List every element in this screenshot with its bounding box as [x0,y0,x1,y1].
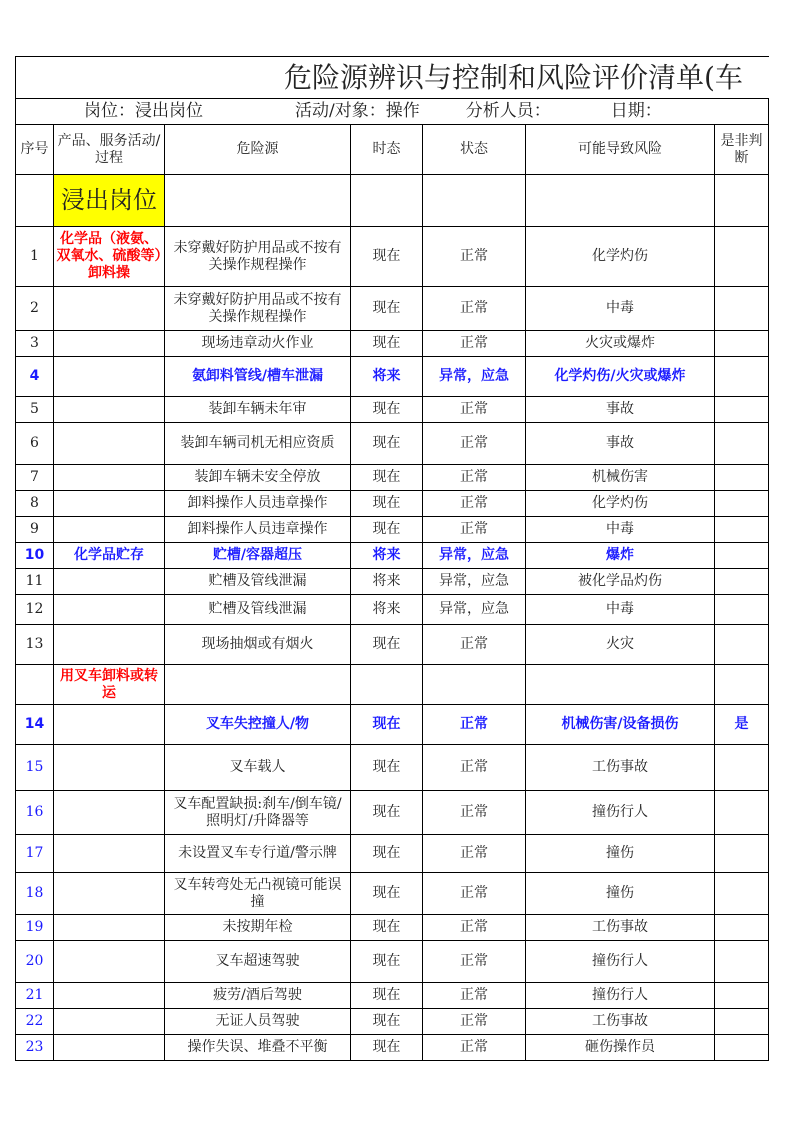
cell-state: 正常 [423,287,526,331]
cell-state: 异常，应急 [423,357,526,397]
cell-state: 正常 [423,423,526,465]
cell-proc: 用叉车卸料或转运 [54,665,165,705]
cell-tense: 现在 [351,915,423,941]
table-row [16,1009,769,1035]
cell-no: 3 [16,331,54,357]
cell-judge [715,983,769,1009]
section-row [16,175,769,227]
cell-tense: 现在 [351,835,423,873]
table-row [16,423,769,465]
cell-no: 8 [16,491,54,517]
cell-state: 正常 [423,517,526,543]
cell-risk: 撞伤行人 [526,983,715,1009]
cell-risk: 被化学品灼伤 [526,569,715,595]
table-row [16,625,769,665]
cell-judge [715,791,769,835]
cell-judge [715,517,769,543]
cell-proc [54,357,165,397]
cell-proc [54,791,165,835]
cell-state: 正常 [423,331,526,357]
cell-risk: 中毒 [526,595,715,625]
header-cell: 时态 [351,125,423,175]
cell-state: 正常 [423,227,526,287]
table-row [16,465,769,491]
cell-state: 正常 [423,465,526,491]
cell-risk: 撞伤 [526,835,715,873]
cell-no: 17 [16,835,54,873]
cell-hazard: 叉车超速驾驶 [165,941,351,983]
cell-risk: 爆炸 [526,543,715,569]
cell-proc [54,517,165,543]
cell-risk: 工伤事故 [526,1009,715,1035]
cell-risk: 机械伤害/设备损伤 [526,705,715,745]
cell-tense: 现在 [351,941,423,983]
cell-tense: 现在 [351,287,423,331]
cell-tense: 现在 [351,491,423,517]
cell-risk: 撞伤行人 [526,791,715,835]
cell-state: 正常 [423,625,526,665]
cell-judge [715,745,769,791]
cell-no: 23 [16,1035,54,1061]
cell-tense: 现在 [351,791,423,835]
table-row [16,941,769,983]
cell-proc [54,705,165,745]
cell-no: 12 [16,595,54,625]
table-row [16,705,769,745]
cell-judge [715,625,769,665]
cell-no: 22 [16,1009,54,1035]
cell-judge [715,491,769,517]
cell-hazard: 贮槽及管线泄漏 [165,569,351,595]
cell-state: 正常 [423,873,526,915]
cell-proc: 化学品贮存 [54,543,165,569]
table-row [16,983,769,1009]
cell-proc [54,873,165,915]
cell-state: 正常 [423,941,526,983]
header-cell: 危险源 [165,125,351,175]
cell-proc [54,983,165,1009]
cell-judge [715,287,769,331]
cell-state: 正常 [423,835,526,873]
cell-proc [54,1035,165,1061]
cell-state: 正常 [423,397,526,423]
cell-no: 6 [16,423,54,465]
table-row [16,1035,769,1061]
table-row [16,287,769,331]
cell-hazard: 叉车转弯处无凸视镜可能误撞 [165,873,351,915]
cell-proc [54,745,165,791]
cell-state: 正常 [423,1009,526,1035]
table-row [16,397,769,423]
info-row [16,99,769,125]
cell-risk: 事故 [526,397,715,423]
cell-hazard [165,665,351,705]
table-row [16,665,769,705]
cell-hazard: 未穿戴好防护用品或不按有关操作规程操作 [165,287,351,331]
cell-hazard: 贮槽/容器超压 [165,543,351,569]
cell-judge [715,397,769,423]
header-cell: 是非判断 [715,125,769,175]
cell-risk: 砸伤操作员 [526,1035,715,1061]
cell-proc [54,331,165,357]
cell-state: 正常 [423,791,526,835]
cell-tense: 将来 [351,595,423,625]
cell-hazard: 疲劳/酒后驾驶 [165,983,351,1009]
document-title: 危险源辨识与控制和风险评价清单(车 [16,57,769,99]
cell-tense: 现在 [351,423,423,465]
cell-judge [715,595,769,625]
cell-risk: 撞伤行人 [526,941,715,983]
cell-judge [715,835,769,873]
cell-judge [715,357,769,397]
cell-tense: 现在 [351,625,423,665]
cell-no: 7 [16,465,54,491]
cell-risk: 工伤事故 [526,915,715,941]
cell-state: 正常 [423,983,526,1009]
cell-risk: 事故 [526,423,715,465]
cell-tense: 现在 [351,705,423,745]
header-cell: 可能导致风险 [526,125,715,175]
cell-no: 5 [16,397,54,423]
cell-proc: 化学品（液氨、双氧水、硫酸等）卸料操 [54,227,165,287]
cell-state: 正常 [423,915,526,941]
cell-hazard: 卸料操作人员违章操作 [165,517,351,543]
cell-hazard: 叉车载人 [165,745,351,791]
table-row [16,517,769,543]
table-row [16,915,769,941]
table-row [16,595,769,625]
table-row [16,835,769,873]
cell-hazard: 装卸车辆未年审 [165,397,351,423]
cell-tense: 现在 [351,983,423,1009]
section-label: 浸出岗位 [54,175,165,227]
cell-tense: 现在 [351,745,423,791]
table-row [16,569,769,595]
cell-proc [54,423,165,465]
post-label: 岗位：浸出岗位 [84,101,203,121]
cell-tense: 现在 [351,465,423,491]
cell-risk: 化学灼伤/火灾或爆炸 [526,357,715,397]
cell-state: 正常 [423,1035,526,1061]
cell-judge [715,1035,769,1061]
cell-hazard: 卸料操作人员违章操作 [165,491,351,517]
cell-risk: 撞伤 [526,873,715,915]
cell-state: 正常 [423,491,526,517]
cell-judge [715,543,769,569]
cell-no: 13 [16,625,54,665]
cell-tense: 现在 [351,1009,423,1035]
cell-proc [54,569,165,595]
cell-risk: 中毒 [526,287,715,331]
cell-risk: 化学灼伤 [526,491,715,517]
cell-hazard: 叉车失控撞人/物 [165,705,351,745]
cell-hazard: 装卸车辆司机无相应资质 [165,423,351,465]
header-cell: 状态 [423,125,526,175]
cell-tense: 将来 [351,357,423,397]
cell-risk: 化学灼伤 [526,227,715,287]
cell-risk: 机械伤害 [526,465,715,491]
cell-state [423,665,526,705]
cell-state: 异常，应急 [423,595,526,625]
analyst-label: 分析人员： [465,101,551,121]
date-label: 日期： [610,101,662,121]
cell-hazard: 叉车配置缺损:刹车/倒车镜/照明灯/升降器等 [165,791,351,835]
cell-hazard: 装卸车辆未安全停放 [165,465,351,491]
cell-proc [54,397,165,423]
cell-no: 16 [16,791,54,835]
cell-tense: 现在 [351,873,423,915]
cell-no: 2 [16,287,54,331]
cell-no: 1 [16,227,54,287]
cell-judge [715,665,769,705]
table-row [16,331,769,357]
cell-hazard: 未穿戴好防护用品或不按有关操作规程操作 [165,227,351,287]
header-row [16,125,769,175]
cell-risk: 中毒 [526,517,715,543]
cell-hazard: 贮槽及管线泄漏 [165,595,351,625]
cell-state: 异常，应急 [423,543,526,569]
cell-tense: 现在 [351,397,423,423]
cell-no: 14 [16,705,54,745]
cell-hazard: 操作失误、堆叠不平衡 [165,1035,351,1061]
cell-proc [54,287,165,331]
cell-state: 异常，应急 [423,569,526,595]
table-row [16,873,769,915]
cell-tense: 现在 [351,227,423,287]
cell-judge [715,915,769,941]
cell-judge [715,465,769,491]
cell-tense [351,665,423,705]
cell-tense: 将来 [351,543,423,569]
table-row [16,357,769,397]
cell-risk: 火灾 [526,625,715,665]
cell-hazard: 现场违章动火作业 [165,331,351,357]
cell-tense: 将来 [351,569,423,595]
cell-no: 10 [16,543,54,569]
cell-no: 15 [16,745,54,791]
cell-judge [715,331,769,357]
cell-proc [54,465,165,491]
cell-tense: 现在 [351,331,423,357]
cell-state: 正常 [423,705,526,745]
cell-no: 19 [16,915,54,941]
cell-proc [54,625,165,665]
cell-proc [54,1009,165,1035]
cell-hazard: 无证人员驾驶 [165,1009,351,1035]
cell-proc [54,595,165,625]
cell-no: 11 [16,569,54,595]
cell-no: 18 [16,873,54,915]
cell-hazard: 现场抽烟或有烟火 [165,625,351,665]
cell-no: 21 [16,983,54,1009]
cell-judge [715,873,769,915]
cell-tense: 现在 [351,1035,423,1061]
cell-proc [54,491,165,517]
cell-judge [715,1009,769,1035]
cell-risk: 工伤事故 [526,745,715,791]
header-cell: 序号 [16,125,54,175]
cell-hazard: 未设置叉车专行道/警示牌 [165,835,351,873]
cell-proc [54,941,165,983]
cell-state: 正常 [423,745,526,791]
cell-no: 4 [16,357,54,397]
cell-tense: 现在 [351,517,423,543]
activity-label: 活动/对象：操作 [295,101,420,121]
table-row [16,227,769,287]
hazard-table [15,56,769,1061]
cell-hazard: 未按期年检 [165,915,351,941]
cell-judge [715,569,769,595]
cell-risk [526,665,715,705]
table-row [16,745,769,791]
cell-judge: 是 [715,705,769,745]
cell-proc [54,915,165,941]
header-cell: 产品、服务活动/过程 [54,125,165,175]
cell-judge [715,227,769,287]
table-row [16,543,769,569]
cell-risk: 火灾或爆炸 [526,331,715,357]
cell-hazard: 氨卸料管线/槽车泄漏 [165,357,351,397]
table-row [16,491,769,517]
cell-no [16,665,54,705]
cell-proc [54,835,165,873]
cell-judge [715,423,769,465]
cell-judge [715,941,769,983]
cell-no: 9 [16,517,54,543]
table-row [16,791,769,835]
cell-no: 20 [16,941,54,983]
